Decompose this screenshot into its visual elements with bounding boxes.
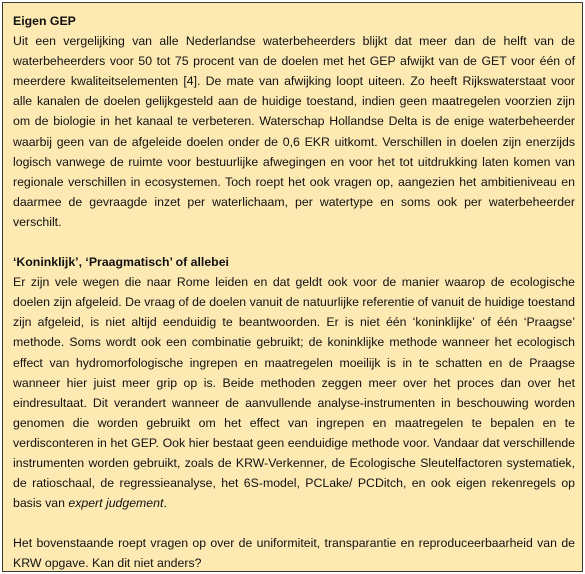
body-text-end: . (163, 496, 167, 511)
section-body-koninklijk-praagmatisch (13, 272, 575, 513)
text-box (2, 2, 583, 572)
section-body-eigen-gep: Uit een vergelijking van alle Nederlandse waterbeheerders blijkt dat meer dan de helft van de waterbeheerders voor 50 tot 75 procent van de doelen met het GEP afwijkt van de GET voor één of meerdere kwaliteitselementen [4]. De mate van afwijking loopt uiteen. Zo heeft Rijkswaterstaat voor alle kanalen de doelen gelijkgesteld aan de huidige toestand, indien geen maatregelen voorzien zijn om de biologie in het kanaal te verbeteren. Waterschap Hollandse Delta is de enige waterbeheerder waarbij geen van de afgeleide doelen onder de 0,6 EKR uitkomt. Verschillen in doelen zijn enerzijds logisch vanwege de ruimte voor bestuurlijke afwegingen en voor het tot uitdrukking laten komen van regionale verschillen in ecosystemen. Toch roept het ook vragen op, aangezien het ambitieniveau en daarmee de gevraagde inzet per waterlichaam, per watertype en soms ook per waterbeheerder verschilt. (13, 34, 575, 229)
italic-term: expert judgement (68, 496, 164, 511)
closing-paragraph: Het bovenstaande roept vragen op over de uniformiteit, transparantie en reproduceerbaarheid van de KRW opgave. Kan dit niet anders? (13, 536, 575, 571)
section-heading-koninklijk-praagmatisch: ‘Koninklijk’, ‘Praagmatisch’ of allebei (13, 255, 229, 270)
paragraph-gap (13, 232, 575, 252)
body-text: Er zijn vele wegen die naar Rome leiden en dat geldt ook voor de manier waarop de ecologische doelen zijn afgeleid. De vraag of de doelen vanuit de natuurlijke referentie of vanuit de huidige toestand zijn afgeleid, is niet altijd eenduidig te beantwoorden. Er is niet één ‘koninklijke’ of één ‘Praagse’ methode. Soms wordt ook een combinatie gebruikt; de koninklijke methode wanneer het ecologisch effect van hydromorfologische ingrepen en maatregelen moeilijk is in te schatten en de Praagse wanneer hier juist meer grip op is. Beide methoden zeggen meer over het proces dan over het eindresultaat. Dit verandert wanneer de aanvullende analyse-instrumenten in beschouwing worden genomen die worden gebruikt om het effect van ingrepen en maatregelen te bepalen en te verdisconteren in het GEP. Ook hier bestaat geen eenduidige methode voor. Vandaar dat verschillende instrumenten worden gebruikt, zoals de KRW-Verkenner, de Ecologische Sleutelfactoren systematiek, de ratioschaal, de regressieanalyse, het 6S-model, PCLake/ PCDitch, en ook eigen rekenregels op basis van (13, 275, 575, 511)
paragraph-gap (13, 513, 575, 533)
section-heading-eigen-gep: Eigen GEP (13, 14, 76, 28)
